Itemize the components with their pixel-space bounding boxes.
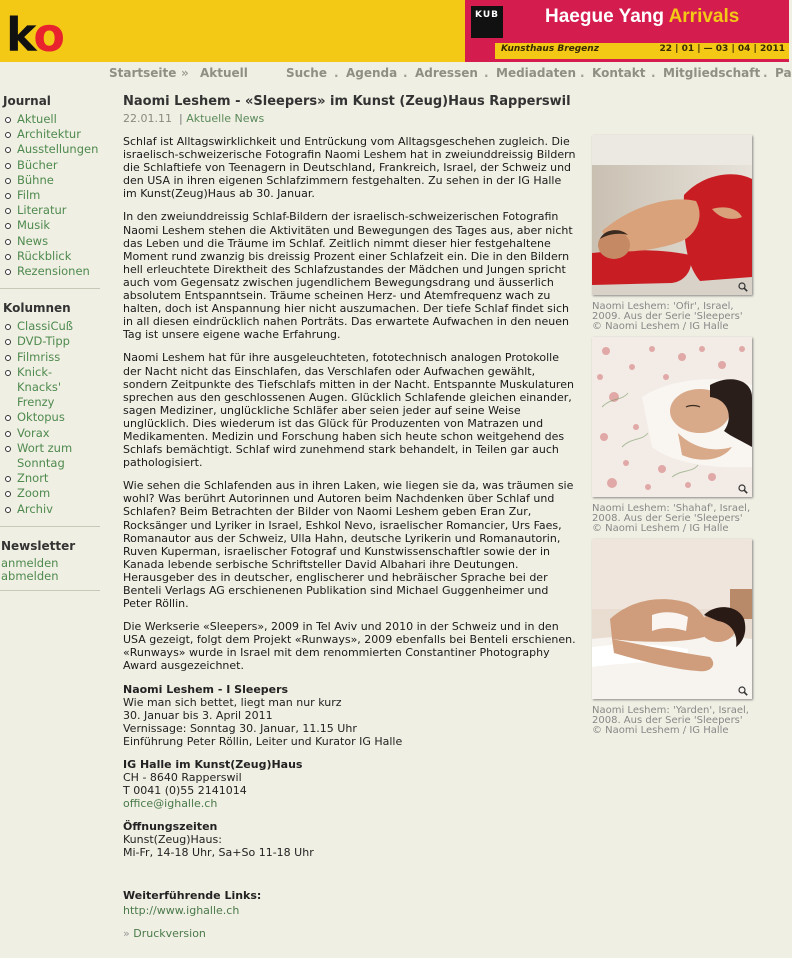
journal-item xyxy=(3,173,103,188)
venue-info xyxy=(123,758,578,810)
journal-item xyxy=(3,158,103,173)
photo-caption: Naomi Leshem: 'Shahaf', Israel, 2008. Aus der Serie 'Sleepers' © Naomi Leshem / IG Halle xyxy=(592,503,751,534)
kolumnen-list xyxy=(0,319,103,517)
kolumnen-item xyxy=(3,365,87,411)
kolumnen-link-zoom[interactable]: Zoom xyxy=(17,486,51,501)
hours-line: Kunst(Zeug)Haus: xyxy=(123,832,222,846)
journal-item xyxy=(3,234,103,249)
newsletter-heading: Newsletter xyxy=(1,538,76,553)
journal-item xyxy=(3,127,103,142)
photo-yarden[interactable] xyxy=(592,539,752,699)
nav-separator: . xyxy=(334,66,339,80)
sidebar-divider xyxy=(0,526,100,527)
kolumnen-item xyxy=(3,486,103,501)
article-title: Naomi Leshem - «Sleepers» im Kunst (Zeug)Haus Rapperswil xyxy=(123,94,571,109)
article-category-link[interactable]: Aktuelle News xyxy=(186,112,265,125)
nav-separator: . xyxy=(403,66,408,80)
kolumnen-item xyxy=(3,426,103,441)
exhibition-line: Vernissage: Sonntag 30. Januar, 11.15 Uhr xyxy=(123,721,357,735)
kolumnen-link-filmriss[interactable]: Filmriss xyxy=(17,349,61,364)
photo-shahaf-graphic xyxy=(592,337,752,497)
photo-yarden-graphic xyxy=(592,539,752,699)
banner-exhibition: Arrivals xyxy=(668,6,740,27)
site-logo[interactable] xyxy=(6,8,63,62)
breadcrumb-home[interactable]: Startseite xyxy=(109,66,177,80)
zoom-icon[interactable] xyxy=(738,686,748,696)
kolumnen-item xyxy=(3,319,103,334)
ad-banner[interactable] xyxy=(465,0,789,62)
journal-item xyxy=(3,264,103,279)
article-paragraph: Schlaf ist Alltagswirklichkeit und Entrückung vom Alltagsgeschehen zugleich. Die israelisch-schweizerische Fotografin Naomi Leshem hat in zweiunddreissig Bildern die Schlaftiefe von Teenagern in Deutschland, Frankreich, Israel, der Schweiz und den USA in ihren eigenen Schlafzimmern festgehalten. Zu sehen in der IG Halle im Kunst(Zeug)Haus ab 30. Januar. xyxy=(123,135,576,201)
journal-link-musik[interactable]: Musik xyxy=(17,218,51,233)
sidebar-divider xyxy=(0,288,100,289)
site-header xyxy=(0,0,789,62)
article-paragraph: In den zweiunddreissig Schlaf-Bildern der israelisch-schweizerischen Fotografin Naomi Leshem stehen die Aktivitäten und Bewegungen des Tages aus, aber nicht das Leben und die Träume im Schlaf. Zeitlich nimmt dieser hier festgehaltene Moment rund zwanzig bis dreissig Prozent einer Schlafzeit ein. Die in den Bildern hell erleuchtete Direktheit des Schlafzustandes der Mädchen und Jungen spricht auch vom Gegensatz zwischen jugendlichem Bewegungsdrang und äusserlich absolutem Entspanntsein. Träume scheinen Herz- und Atemfrequenz wach zu halten, doch ist Anspannung hier nicht auszumachen. Der tiefe Schlaf findet sich in all diesen eindrücklich nahen Porträts. Das erwartete Aufwachen in den neuen Tag ist unsere eigene wache Erfahrung. xyxy=(123,210,573,342)
nav-partner[interactable]: Pa xyxy=(775,66,792,80)
nav-adressen[interactable]: Adressen xyxy=(415,66,478,80)
hours-title: Öffnungszeiten xyxy=(123,819,218,833)
kolumnen-heading: Kolumnen xyxy=(3,301,71,316)
nav-separator: . xyxy=(763,66,768,80)
journal-link-rezensionen[interactable]: Rezensionen xyxy=(17,264,90,279)
kolumnen-link-znort[interactable]: Znort xyxy=(17,471,49,486)
print-version-link[interactable]: Druckversion xyxy=(133,926,206,940)
kolumnen-link-oktopus[interactable]: Oktopus xyxy=(17,410,65,425)
journal-link-buecher[interactable]: Bücher xyxy=(17,157,58,172)
breadcrumb-separator: » xyxy=(181,66,189,80)
external-link[interactable]: http://www.ighalle.ch xyxy=(123,903,240,917)
zoom-icon[interactable] xyxy=(738,484,748,494)
image-column xyxy=(592,135,754,741)
left-sidebar xyxy=(0,94,103,603)
exhibition-line: Einführung Peter Röllin, Leiter und Kurator IG Halle xyxy=(123,734,403,748)
photo-caption: Naomi Leshem: 'Yarden', Israel, 2008. Aus der Serie 'Sleepers' © Naomi Leshem / IG Halle xyxy=(592,705,749,736)
exhibition-info xyxy=(123,683,578,748)
logo-o: o xyxy=(33,8,63,62)
nav-mediadaten[interactable]: Mediadaten xyxy=(496,66,576,80)
journal-link-rueckblick[interactable]: Rückblick xyxy=(17,248,72,263)
nav-suche[interactable]: Suche xyxy=(286,66,327,80)
journal-item xyxy=(3,203,103,218)
kolumnen-link-knick-knacks[interactable]: Knick-Knacks' Frenzy xyxy=(17,364,62,410)
journal-item xyxy=(3,218,103,233)
kolumnen-link-wort-zum-sonntag[interactable]: Wort zum Sonntag xyxy=(17,440,73,471)
opening-hours xyxy=(123,820,578,859)
venue-email-link[interactable]: office@ighalle.ch xyxy=(123,796,218,810)
banner-title xyxy=(545,6,739,28)
nav-separator: . xyxy=(484,66,489,80)
photo-shahaf[interactable] xyxy=(592,337,752,497)
photo-ofir[interactable] xyxy=(592,135,752,295)
journal-item xyxy=(3,142,103,157)
journal-list xyxy=(0,112,103,279)
banner-artist: Haegue Yang xyxy=(545,6,664,27)
kolumnen-item xyxy=(3,441,87,471)
print-arrow-icon: » xyxy=(123,926,130,940)
journal-item xyxy=(3,188,103,203)
kolumnen-link-classicuss[interactable]: ClassiCuß xyxy=(17,319,74,334)
nav-agenda[interactable]: Agenda xyxy=(346,66,398,80)
links-title: Weiterführende Links: xyxy=(123,888,262,902)
journal-link-ausstellungen[interactable]: Ausstellungen xyxy=(17,142,99,157)
figure xyxy=(592,135,754,332)
banner-dates: 22 | 01 | — 03 | 04 | 2011 xyxy=(659,44,785,54)
exhibition-line: 30. Januar bis 3. April 2011 xyxy=(123,708,273,722)
kolumnen-item xyxy=(3,410,103,425)
journal-item xyxy=(3,112,103,127)
journal-link-architektur[interactable]: Architektur xyxy=(17,127,81,142)
figure xyxy=(592,337,754,534)
article-paragraph: Naomi Leshem hat für ihre ausgeleuchteten, fototechnisch analogen Protokolle der Nacht nicht das Einschlafen, das Verschlafen oder Aufwachen gewählt, sondern Zeitpunkte des Tiefschlafs mitten in der Nacht. Entspannte Muskulaturen sprechen aus den geschlossenen Augen. Glücklich Schlafende gleichen einander, sagen Mediziner, unglückliche Schläfer aber seien jeder auf seine Weise unglücklich. Dies wiederum ist das Glück für Produzenten von Matrazen und Medikamenten. Medizin und Forschung haben sich heute schon weitgehend des Schlafs bemächtigt. Schlaf wird zunehmend stark behandelt, in Teilen gar auch pathologisiert. xyxy=(123,351,574,470)
journal-heading: Journal xyxy=(3,94,51,108)
newsletter-unsubscribe-link[interactable]: abmelden xyxy=(1,568,59,583)
kolumnen-item xyxy=(3,350,103,365)
article-meta: 22.01.11 | Aktuelle News xyxy=(123,112,265,125)
article-paragraph: Die Werkserie «Sleepers», 2009 in Tel Aviv und 2010 in der Schweiz und in den USA gezeigt, folgt dem Projekt «Runways», 2009 ebenfalls bei Benteli erschienen. «Runways» wurde in Israel mit dem renommierten Constantiner Photography Award ausgezeichnet. xyxy=(123,620,576,673)
kolumnen-item xyxy=(3,502,103,517)
zoom-icon[interactable] xyxy=(738,282,748,292)
nav-separator: . xyxy=(651,66,656,80)
kolumnen-link-vorax[interactable]: Vorax xyxy=(17,425,50,440)
hours-line: Mi-Fr, 14-18 Uhr, Sa+So 11-18 Uhr xyxy=(123,845,314,859)
journal-link-literatur[interactable]: Literatur xyxy=(17,203,67,218)
photo-ofir-graphic xyxy=(592,135,752,295)
photo-caption: Naomi Leshem: 'Ofir', Israel, 2009. Aus der Serie 'Sleepers' © Naomi Leshem / IG Halle xyxy=(592,301,743,332)
breadcrumb-current[interactable]: Aktuell xyxy=(200,66,248,80)
newsletter-subscribe-link[interactable]: anmelden xyxy=(1,555,59,570)
figure xyxy=(592,539,754,736)
journal-link-film[interactable]: Film xyxy=(17,188,41,203)
logo-k: k xyxy=(6,8,34,62)
journal-item xyxy=(3,249,103,264)
kub-logo: KUB xyxy=(471,6,503,38)
article-paragraph: Wie sehen die Schlafenden aus in ihren Laken, wie liegen sie da, was träumen sie wohl? Was berührt Autorinnen und Autoren beim Nachdenken über Schlaf und Schlafen? Beim Betrachten der Bilder von Naomi Leshem geben Eran Zur, Rocksänger und Lyriker in Israel, Eshkol Nevo, israelischer Romancier, Urs Faes, Romanautor aus der Schweiz, Ulla Hahn, deutsche Lyrikerin und Romanautorin, Ruven Kuperman, israelischer Fotograf und Kunstwissenschaftler sowie der in Kanada lebende serbische Schriftsteller David Albahari ihre Deutungen. Herausgeber des in deutscher, englischerer und hebräischer Sprache bei der Benteli Verlags AG erschienenen Publikation sind Michael Guggenheimer und Peter Röllin. xyxy=(123,479,574,611)
kolumnen-link-dvd-tipp[interactable]: DVD-Tipp xyxy=(17,334,70,349)
article-date: 22.01.11 xyxy=(123,112,172,125)
kolumnen-item xyxy=(3,334,103,349)
top-navigation xyxy=(0,63,792,83)
further-links xyxy=(123,889,578,917)
nav-separator: . xyxy=(580,66,585,80)
nav-mitgliedschaft[interactable]: Mitgliedschaft xyxy=(663,66,761,80)
venue-line: CH - 8640 Rapperswil xyxy=(123,770,242,784)
venue-title: IG Halle im Kunst(Zeug)Haus xyxy=(123,757,303,771)
banner-strip xyxy=(495,43,789,59)
article xyxy=(123,94,578,940)
journal-link-buehne[interactable]: Bühne xyxy=(17,172,54,187)
exhibition-title: Naomi Leshem - I Sleepers xyxy=(123,682,289,696)
venue-line: T 0041 (0)55 2141014 xyxy=(123,783,247,797)
journal-link-news[interactable]: News xyxy=(17,233,49,248)
kolumnen-link-archiv[interactable]: Archiv xyxy=(17,501,53,516)
sidebar-divider xyxy=(0,590,100,591)
journal-link-aktuell[interactable]: Aktuell xyxy=(17,112,57,126)
newsletter-links xyxy=(0,557,103,583)
nav-kontakt[interactable]: Kontakt xyxy=(592,66,646,80)
banner-venue: Kunsthaus Bregenz xyxy=(501,44,599,54)
exhibition-line: Wie man sich bettet, liegt man nur kurz xyxy=(123,695,342,709)
print-version xyxy=(123,927,578,940)
kolumnen-item xyxy=(3,471,103,486)
